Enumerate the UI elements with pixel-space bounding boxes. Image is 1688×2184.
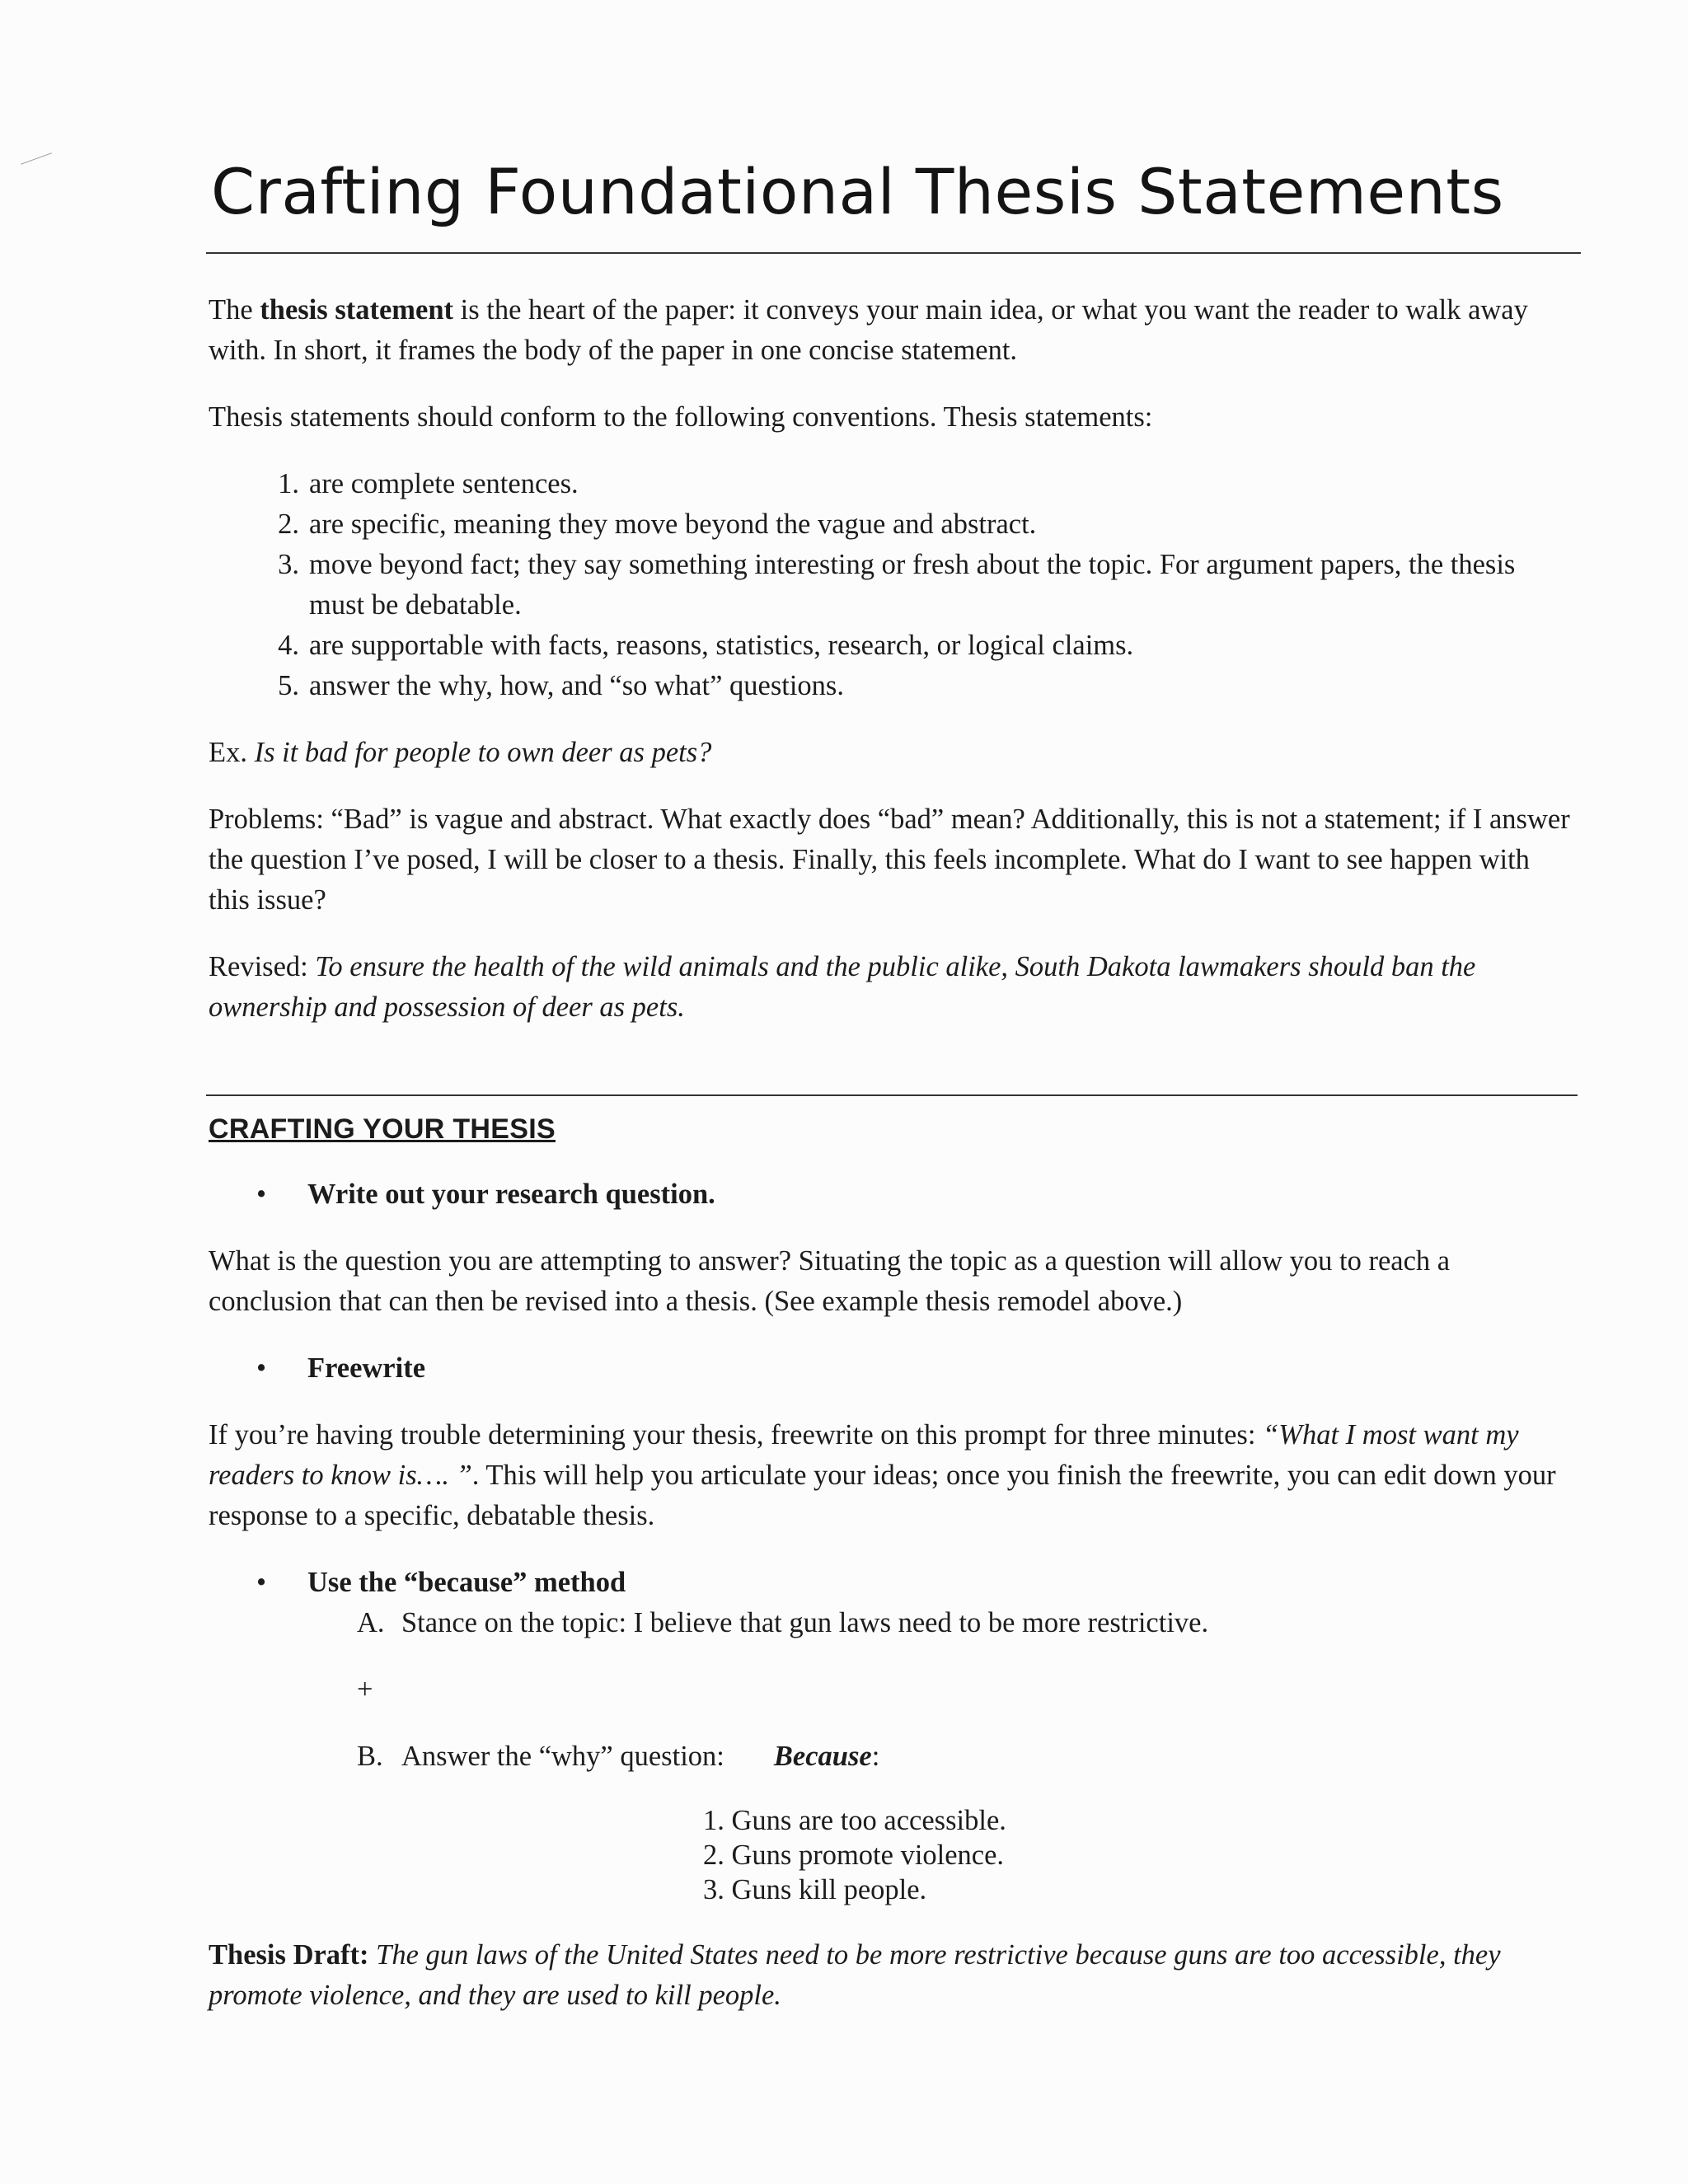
conventions-list [209, 464, 1577, 706]
stance-line [209, 1603, 1577, 1643]
bullet-title: Use the “because” method [307, 1567, 626, 1598]
conventions-intro: Thesis statements should conform to the following conventions. Thesis statements: [209, 401, 1153, 433]
list-number: 3. [278, 549, 299, 580]
list-number: 4. [278, 630, 299, 661]
page-title: Crafting Foundational Thesis Statements [211, 155, 1504, 228]
section-heading: CRAFTING YOUR THESIS [209, 1113, 556, 1145]
revised-thesis: To ensure the health of the wild animals and the public alike, South Dakota lawmakers should ban the ownership and possession of deer as pets. [209, 951, 1476, 1023]
bullet-research-question [209, 1174, 1577, 1215]
list-text: are complete sentences. [309, 468, 579, 499]
example-label: Ex. [209, 737, 255, 768]
list-text: answer the why, how, and “so what” questions. [309, 670, 844, 701]
problems-paragraph [209, 799, 1577, 921]
list-number: 5. [278, 670, 299, 701]
revised-paragraph [209, 947, 1577, 1028]
bullet-title: Write out your research question. [307, 1179, 715, 1210]
bullet-icon: • [256, 1567, 267, 1598]
section-divider [206, 1094, 1578, 1096]
intro-text: is the heart of the paper: it conveys your main idea, or what you want the reader to walk away with. In short, it frames the body of the paper in one concise statement. [209, 294, 1528, 366]
why-line [209, 1736, 1577, 1777]
thesis-draft-paragraph [209, 1935, 1577, 2016]
document-body [209, 290, 1577, 1054]
thesis-statement-term: thesis statement [260, 294, 454, 326]
example-question: Is it bad for people to own deer as pets? [254, 737, 712, 768]
bullet-icon: • [256, 1352, 267, 1384]
title-rule [206, 252, 1581, 254]
because-word: Because [773, 1741, 872, 1772]
because-colon: : [871, 1741, 880, 1772]
freewrite-text-part: If you’re having trouble determining your thesis, freewrite on this prompt for three minutes: [209, 1419, 1264, 1451]
revised-label: Revised: [209, 951, 316, 982]
step-label: B. [357, 1741, 383, 1772]
list-item [209, 545, 1577, 626]
example-paragraph [209, 733, 1577, 773]
intro-text: The [209, 294, 260, 326]
bullet-because-method [209, 1563, 1577, 1603]
list-item: 2. Guns promote violence. [703, 1840, 1005, 1871]
intro-paragraph [209, 290, 1577, 371]
bullet-title: Freewrite [307, 1352, 426, 1384]
step-label: A. [357, 1607, 385, 1638]
bullet-freewrite [209, 1348, 1577, 1389]
problems-text: “Bad” is vague and abstract. What exactly does “bad” mean? Additionally, this is not a statement; if I answer the question I’ve posed, I will be closer to a thesis. Finally, this feels incomplete. What do I want to see happen with this issue? [209, 804, 1570, 916]
bullet-icon: • [256, 1179, 267, 1210]
problems-label: Problems: [209, 804, 331, 835]
list-item: 3. Guns kill people. [703, 1874, 927, 1905]
thesis-draft-text: The gun laws of the United States need to be more restrictive because guns are too accessible, they promote violence, and they are used to kill people. [209, 1939, 1501, 2011]
thesis-draft-label: Thesis Draft: [209, 1939, 369, 1971]
list-number: 1. [278, 468, 299, 499]
crafting-section [209, 1109, 1577, 2042]
research-question-text: What is the question you are attempting to answer? Situating the topic as a question will allow you to reach a conclusion that can then be revised into a thesis. (See example thesis remodel above.) [209, 1245, 1451, 1317]
freewrite-prompt: “What I most want my readers to know is…. ” [209, 1419, 1519, 1491]
list-text: are specific, meaning they move beyond the vague and abstract. [309, 509, 1037, 540]
stance-text: Stance on the topic: I believe that gun laws need to be more restrictive. [401, 1607, 1209, 1638]
plus-line: + [357, 1674, 373, 1705]
scan-stray-mark [21, 152, 52, 165]
list-item: 1. Guns are too accessible. [703, 1805, 1006, 1836]
list-text: move beyond fact; they say something interesting or fresh about the topic. For argument papers, the thesis must be debatable. [309, 549, 1516, 621]
freewrite-text [209, 1415, 1577, 1536]
reasons-list [703, 1803, 1577, 1907]
freewrite-text-part: . This will help you articulate your ideas; once you finish the freewrite, you can edit down your response to a specific, debatable thesis. [209, 1460, 1556, 1531]
list-item [209, 666, 1577, 706]
list-item [209, 626, 1577, 666]
list-item [209, 464, 1577, 504]
list-text: are supportable with facts, reasons, statistics, research, or logical claims. [309, 630, 1134, 661]
list-number: 2. [278, 509, 299, 540]
why-text: Answer the “why” question: [401, 1741, 724, 1772]
list-item [209, 504, 1577, 545]
